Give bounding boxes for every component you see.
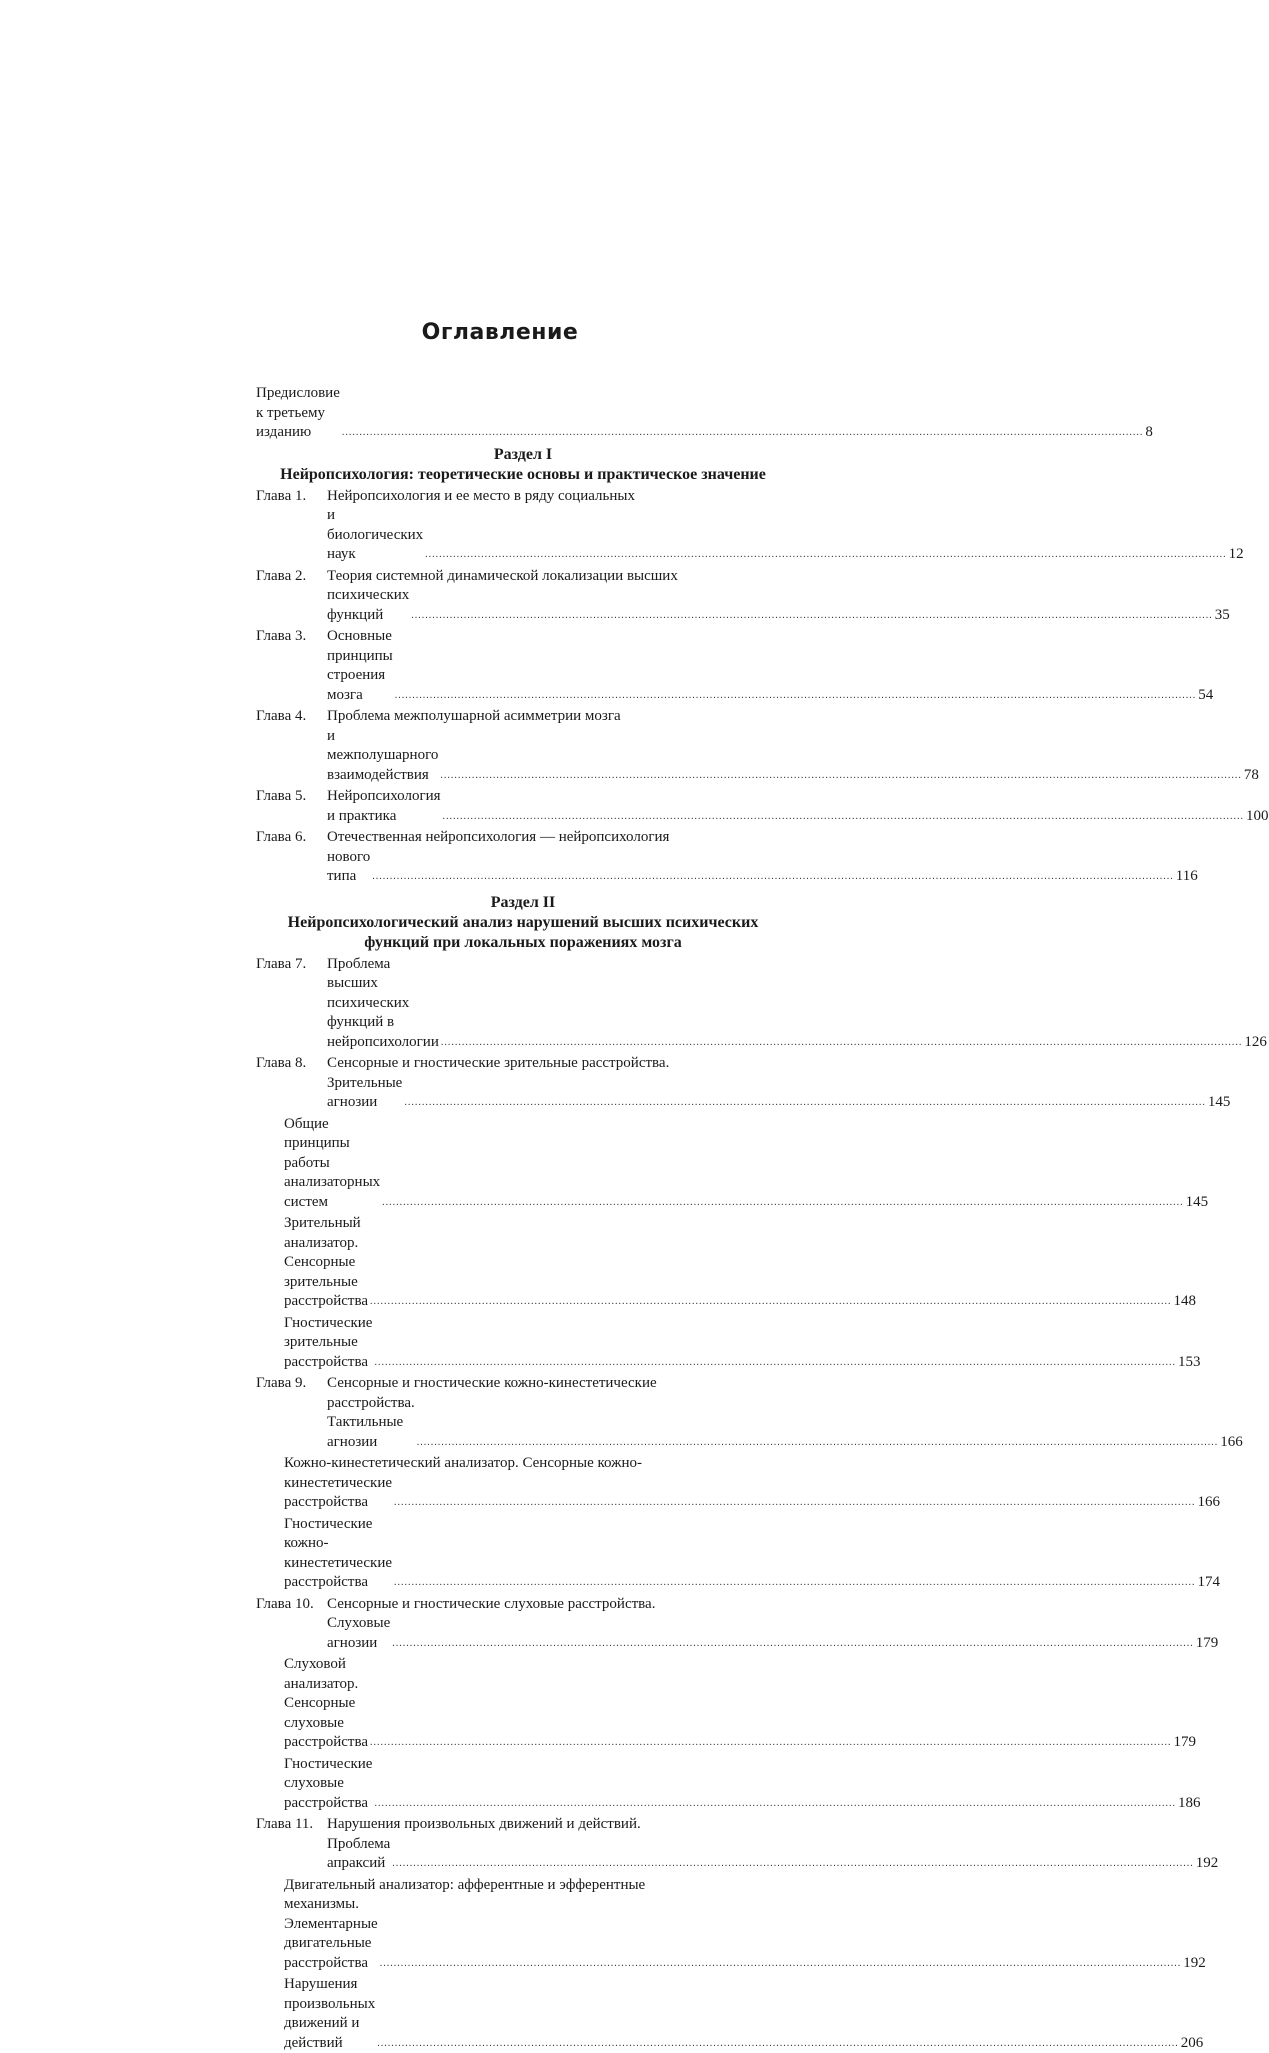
toc-section: [256, 893, 790, 2053]
chapter-body: [327, 1815, 1218, 1874]
toc-entry-subsection[interactable]: [256, 1755, 790, 1814]
entry-title: Слуховые агнозии: [327, 1614, 390, 1653]
section-heading: функций при локальных поражениях мозга: [256, 933, 790, 953]
dot-leader: [394, 1572, 1196, 1593]
entry-line: Теория системной динамической локализации высших: [327, 567, 1230, 587]
entry-title: Проблема высших психических функций в нейропсихологии: [327, 955, 439, 1053]
entry-last-line: [284, 1755, 790, 1814]
entry-last-line: [327, 1835, 1218, 1874]
dot-leader: [372, 866, 1174, 887]
toc-entry-subsection[interactable]: [256, 1655, 790, 1753]
chapter-number: Глава 5.: [256, 787, 327, 826]
page-title: Оглавление: [0, 320, 1000, 345]
entry-title: Предисловие к третьему изданию: [256, 384, 340, 443]
dot-leader: [417, 1432, 1219, 1453]
chapter-body: [327, 828, 1198, 887]
toc-entry-chapter[interactable]: [256, 627, 790, 705]
section-label: Раздел I: [256, 445, 790, 465]
page-number: 166: [1220, 1433, 1243, 1453]
page-number: 174: [1198, 1573, 1221, 1593]
page-number: 116: [1176, 867, 1198, 887]
toc-entry-preface[interactable]: [256, 384, 790, 443]
chapter-number: Глава 2.: [256, 567, 327, 626]
entry-last-line: [327, 1614, 1218, 1653]
section-label: Раздел II: [256, 893, 790, 913]
entry-title: психических функций: [327, 586, 409, 625]
dot-leader: [443, 806, 1245, 827]
page-number: 179: [1174, 1733, 1197, 1753]
entry-last-line: [284, 1474, 790, 1513]
toc-entry-subsection[interactable]: [256, 1515, 790, 1593]
entry-last-line: [284, 1515, 790, 1593]
dot-leader: [374, 1352, 1176, 1373]
entry-title: Зрительный анализатор. Сенсорные зрительные расстройства: [284, 1214, 368, 1312]
entry-title: Общие принципы работы анализаторных систем: [284, 1115, 380, 1213]
entry-line: Двигательный анализатор: афферентные и эфферентные: [284, 1876, 790, 1896]
entry-line: Отечественная нейропсихология — нейропсихология: [327, 828, 1198, 848]
toc-entry-subsection[interactable]: [256, 1115, 790, 1213]
entry-title: расстройства. Тактильные агнозии: [327, 1394, 415, 1453]
chapter-number: Глава 8.: [256, 1054, 327, 1113]
chapter-body: [327, 1595, 1218, 1654]
entry-last-line: [327, 727, 1259, 786]
entry-line: Проблема межполушарной асимметрии мозга: [327, 707, 1259, 727]
entry-last-line: [327, 848, 1198, 887]
chapter-number: Глава 9.: [256, 1374, 327, 1452]
toc-entry-chapter[interactable]: [256, 787, 790, 826]
entry-title: Слуховой анализатор. Сенсорные слуховые расстройства: [284, 1655, 368, 1753]
toc-entry-chapter[interactable]: [256, 707, 790, 785]
page-number: 35: [1215, 606, 1230, 626]
dot-leader: [425, 544, 1227, 565]
dot-leader: [404, 1092, 1206, 1113]
table-of-contents: [256, 384, 790, 2053]
page-number: 126: [1244, 1033, 1267, 1053]
chapter-number: Глава 3.: [256, 627, 327, 705]
section-heading: Нейропсихологический анализ нарушений высших психических: [256, 913, 790, 933]
dot-leader: [441, 1032, 1243, 1053]
dot-leader: [392, 1633, 1194, 1654]
entry-last-line: [327, 1074, 1230, 1113]
entry-last-line: [327, 1394, 1243, 1453]
toc-entry-subsection[interactable]: [256, 1876, 790, 1974]
toc-section: [256, 445, 790, 887]
dot-leader: [380, 1953, 1182, 1974]
toc-entry-chapter[interactable]: [256, 487, 790, 565]
toc-entry-chapter[interactable]: [256, 567, 790, 626]
chapter-number: Глава 10.: [256, 1595, 327, 1654]
entry-title: Зрительные агнозии: [327, 1074, 402, 1113]
page-number: 78: [1244, 766, 1259, 786]
chapter-body: [327, 627, 1213, 705]
entry-line: Сенсорные и гностические зрительные расстройства.: [327, 1054, 1230, 1074]
dot-leader: [370, 1291, 1172, 1312]
page-number: 8: [1145, 423, 1153, 443]
page-number: 192: [1183, 1954, 1206, 1974]
toc-entry-chapter[interactable]: [256, 1815, 790, 1874]
entry-title: Гностические зрительные расстройства: [284, 1314, 372, 1373]
chapter-body: [327, 1054, 1230, 1113]
entry-last-line: [327, 506, 1244, 565]
toc-entry-subsection[interactable]: [256, 1314, 790, 1373]
entry-last-line: [284, 1975, 790, 2053]
entry-last-line: [284, 1115, 790, 1213]
dot-leader: [377, 2033, 1179, 2053]
entry-last-line: [327, 787, 1269, 826]
dot-leader: [440, 765, 1242, 786]
page-number: 153: [1178, 1353, 1201, 1373]
page-number: 166: [1198, 1493, 1221, 1513]
entry-title: Основные принципы строения мозга: [327, 627, 393, 705]
page-number: 145: [1186, 1193, 1209, 1213]
page-number: 192: [1196, 1854, 1219, 1874]
page-number: 186: [1178, 1794, 1201, 1814]
toc-entry-chapter[interactable]: [256, 955, 790, 1053]
page-number: 12: [1229, 545, 1244, 565]
entry-last-line: [284, 1214, 790, 1312]
chapter-number: Глава 1.: [256, 487, 327, 565]
dot-leader: [382, 1192, 1184, 1213]
page-number: 145: [1208, 1093, 1231, 1113]
entry-title: кинестетические расстройства: [284, 1474, 392, 1513]
entry-last-line: [284, 1655, 790, 1753]
toc-entry-chapter[interactable]: [256, 1595, 790, 1654]
dot-leader: [370, 1732, 1172, 1753]
entry-last-line: [327, 586, 1230, 625]
dot-leader: [374, 1793, 1176, 1814]
entry-last-line: [284, 1895, 790, 1973]
entry-last-line: [327, 627, 1213, 705]
chapter-body: [327, 567, 1230, 626]
entry-last-line: [327, 955, 1267, 1053]
entry-line: Нарушения произвольных движений и действий.: [327, 1815, 1218, 1835]
toc-entry-subsection[interactable]: [256, 1454, 790, 1513]
entry-title: Гностические кожно-кинестетические расстройства: [284, 1515, 392, 1593]
entry-title: Гностические слуховые расстройства: [284, 1755, 372, 1814]
chapter-number: Глава 11.: [256, 1815, 327, 1874]
chapter-body: [327, 1374, 1243, 1452]
chapter-number: Глава 7.: [256, 955, 327, 1053]
page-number: 148: [1173, 1292, 1196, 1312]
section-heading: Нейропсихология: теоретические основы и практическое значение: [256, 465, 790, 485]
entry-title: Нейропсихология и практика: [327, 787, 441, 826]
page-number: 206: [1181, 2034, 1204, 2053]
dot-leader: [411, 605, 1213, 626]
entry-title: Нарушения произвольных движений и действий: [284, 1975, 375, 2053]
chapter-body: [327, 955, 1267, 1053]
entry-title: и межполушарного взаимодействия: [327, 727, 438, 786]
page-number: 179: [1196, 1634, 1219, 1654]
toc-entry-chapter[interactable]: [256, 1054, 790, 1113]
toc-entry-chapter[interactable]: [256, 828, 790, 887]
dot-leader: [394, 1492, 1196, 1513]
page-number: 100: [1246, 807, 1269, 827]
toc-entry-subsection[interactable]: [256, 1214, 790, 1312]
entry-title: и биологических наук: [327, 506, 423, 565]
chapter-body: [327, 707, 1259, 785]
toc-entry-subsection[interactable]: [256, 1975, 790, 2053]
entry-line: Сенсорные и гностические кожно-кинестетические: [327, 1374, 1243, 1394]
dot-leader: [392, 1853, 1194, 1874]
page-number: 54: [1198, 686, 1213, 706]
entry-title: механизмы. Элементарные двигательные расстройства: [284, 1895, 378, 1973]
entry-line: Сенсорные и гностические слуховые расстройства.: [327, 1595, 1218, 1615]
chapter-body: [327, 787, 1269, 826]
dot-leader: [342, 422, 1144, 443]
entry-last-line: [284, 1314, 790, 1373]
entry-title: Проблема апраксий: [327, 1835, 390, 1874]
entry-line: Кожно-кинестетический анализатор. Сенсорные кожно-: [284, 1454, 790, 1474]
entry-line: Нейропсихология и ее место в ряду социальных: [327, 487, 1244, 507]
chapter-body: [327, 487, 1244, 565]
toc-entry-chapter[interactable]: [256, 1374, 790, 1452]
chapter-number: Глава 6.: [256, 828, 327, 887]
dot-leader: [395, 685, 1197, 706]
chapter-number: Глава 4.: [256, 707, 327, 785]
entry-title: нового типа: [327, 848, 370, 887]
